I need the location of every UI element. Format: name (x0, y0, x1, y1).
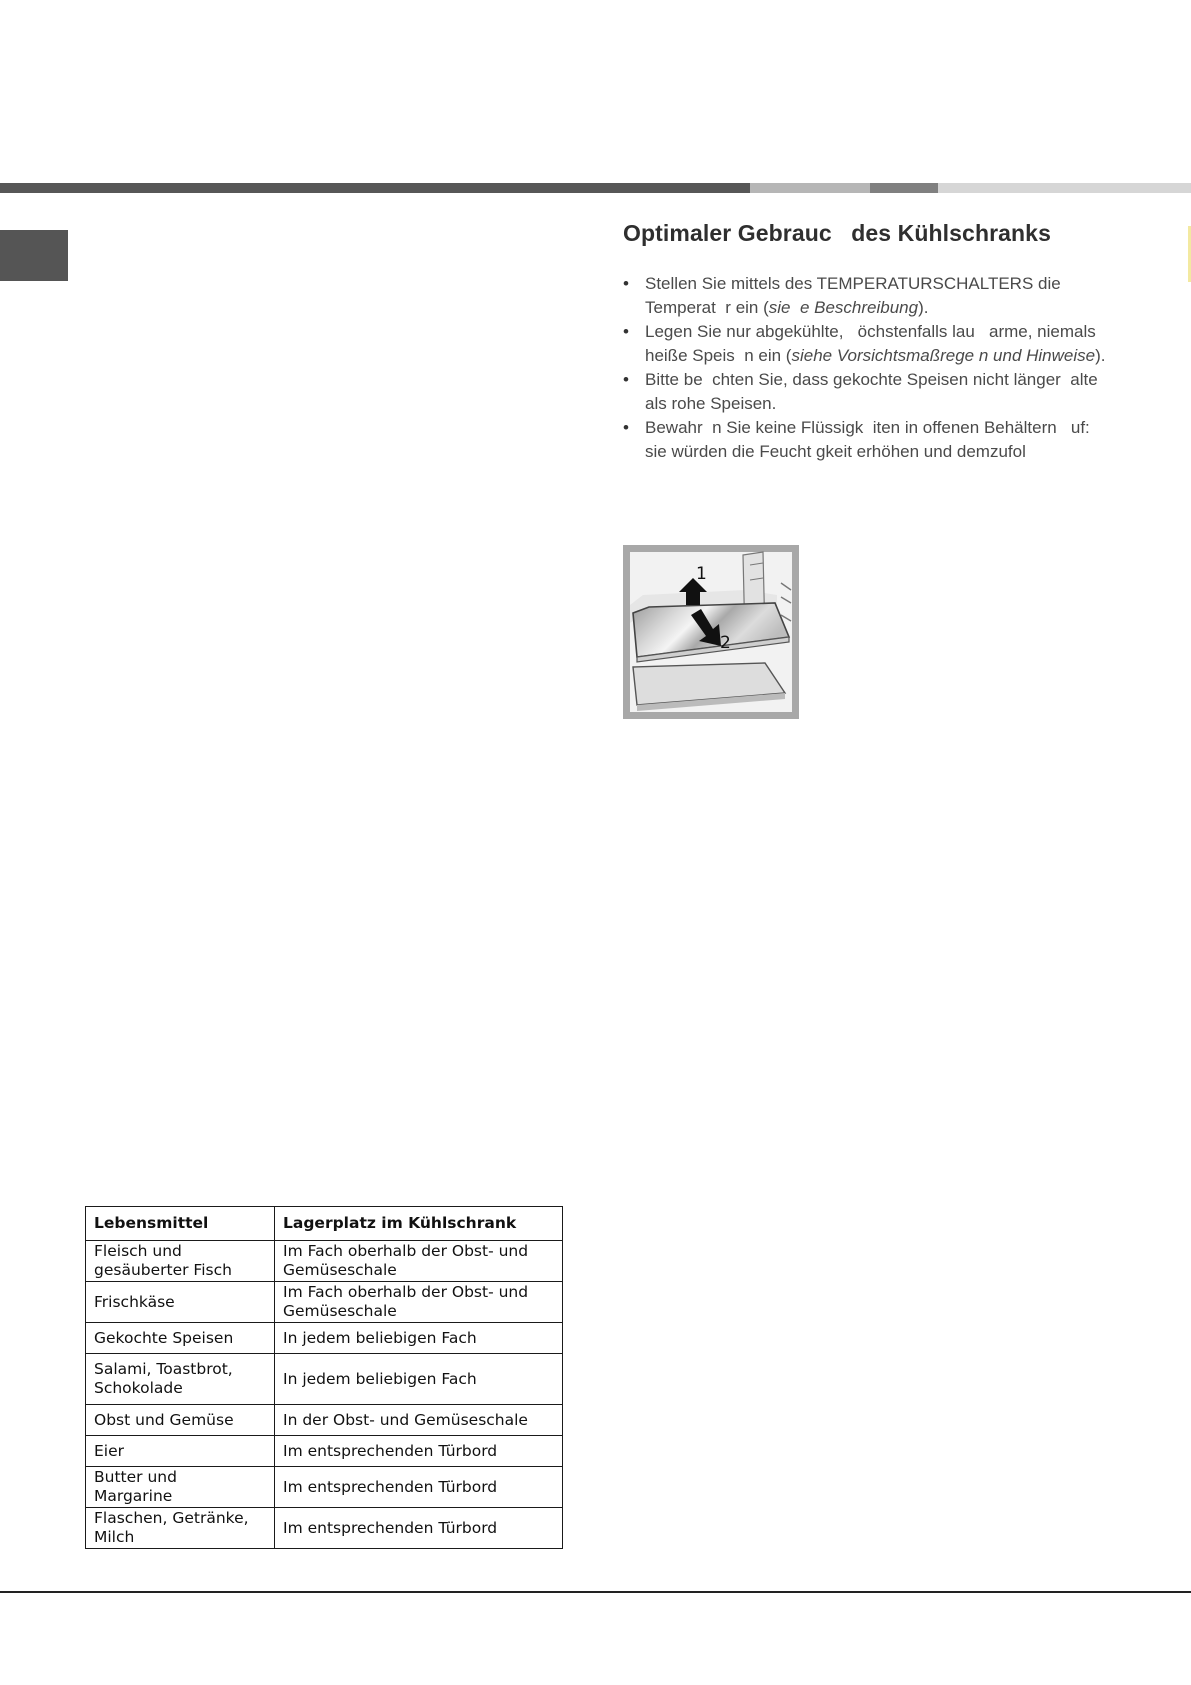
food-cell: Butter und Margarine (86, 1467, 275, 1508)
food-cell: Frischkäse (86, 1282, 275, 1323)
tip-text: Bewahr n Sie keine Flüssigk iten in offenen Behältern uf: sie würden die Feucht gkeit erhöhen und demzufol (645, 418, 1095, 461)
table-row (86, 1323, 563, 1354)
figure-label-1: 1 (696, 564, 707, 584)
storage-cell: In der Obst- und Gemüseschale (275, 1405, 563, 1436)
table-row (86, 1467, 563, 1508)
language-tab-marker (0, 230, 68, 281)
tip-text: Bitte be chten Sie, dass gekochte Speisen nicht länger alte als rohe Speisen. (645, 370, 1112, 413)
shelf-removal-illustration (623, 545, 799, 719)
table-header-storage: Lagerplatz im Kühlschrank (275, 1207, 563, 1241)
table-header-row (86, 1207, 563, 1241)
header-bar-segment-pale (938, 183, 1191, 193)
food-cell: Eier (86, 1436, 275, 1467)
storage-cell: Im entsprechenden Türbord (275, 1436, 563, 1467)
tip-reference: sie e Beschreibung (768, 298, 919, 317)
table-row (86, 1405, 563, 1436)
header-bar-segment-mid (870, 183, 938, 193)
table-row (86, 1241, 563, 1282)
tip-item (623, 416, 1113, 464)
tip-text: Legen Sie nur abgekühlte, öchstenfalls lau arme, niemals heiße Speis n ein ( (645, 322, 1101, 365)
header-bar-segment-light (750, 183, 870, 193)
storage-cell: Im Fach oberhalb der Obst- und Gemüseschale (275, 1241, 563, 1282)
tip-reference: siehe Vorsichtsmaßrege n und Hinweise (791, 346, 1096, 365)
table-row (86, 1508, 563, 1549)
storage-cell: In jedem beliebigen Fach (275, 1354, 563, 1405)
tip-item (623, 320, 1113, 368)
food-cell: Flaschen, Getränke, Milch (86, 1508, 275, 1549)
tip-text: ). (1095, 346, 1106, 365)
food-cell: Salami, Toastbrot, Schokolade (86, 1354, 275, 1405)
food-cell: Gekochte Speisen (86, 1323, 275, 1354)
table-row (86, 1436, 563, 1467)
storage-cell: In jedem beliebigen Fach (275, 1323, 563, 1354)
tip-item (623, 272, 1113, 320)
storage-cell: Im Fach oberhalb der Obst- und Gemüseschale (275, 1282, 563, 1323)
section-title: Optimaler Gebrauc des Kühlschranks (623, 220, 1051, 246)
header-color-bar (0, 183, 1191, 193)
tip-item (623, 368, 1113, 416)
food-cell: Obst und Gemüse (86, 1405, 275, 1436)
table-row (86, 1354, 563, 1405)
header-bar-segment-dark (0, 183, 750, 193)
table-header-food: Lebensmittel (86, 1207, 275, 1241)
storage-cell: Im entsprechenden Türbord (275, 1508, 563, 1549)
footer-rule (0, 1591, 1191, 1593)
usage-tips-list (623, 272, 1113, 464)
tip-text: Stellen Sie mittels des TEMPERATURSCHALTERS die Temperat r ein ( (645, 274, 1066, 317)
figure-label-2: 2 (720, 633, 731, 653)
food-storage-table (85, 1206, 563, 1549)
tip-text: ). (918, 298, 929, 317)
food-cell: Fleisch und gesäuberter Fisch (86, 1241, 275, 1282)
table-row (86, 1282, 563, 1323)
storage-cell: Im entsprechenden Türbord (275, 1467, 563, 1508)
